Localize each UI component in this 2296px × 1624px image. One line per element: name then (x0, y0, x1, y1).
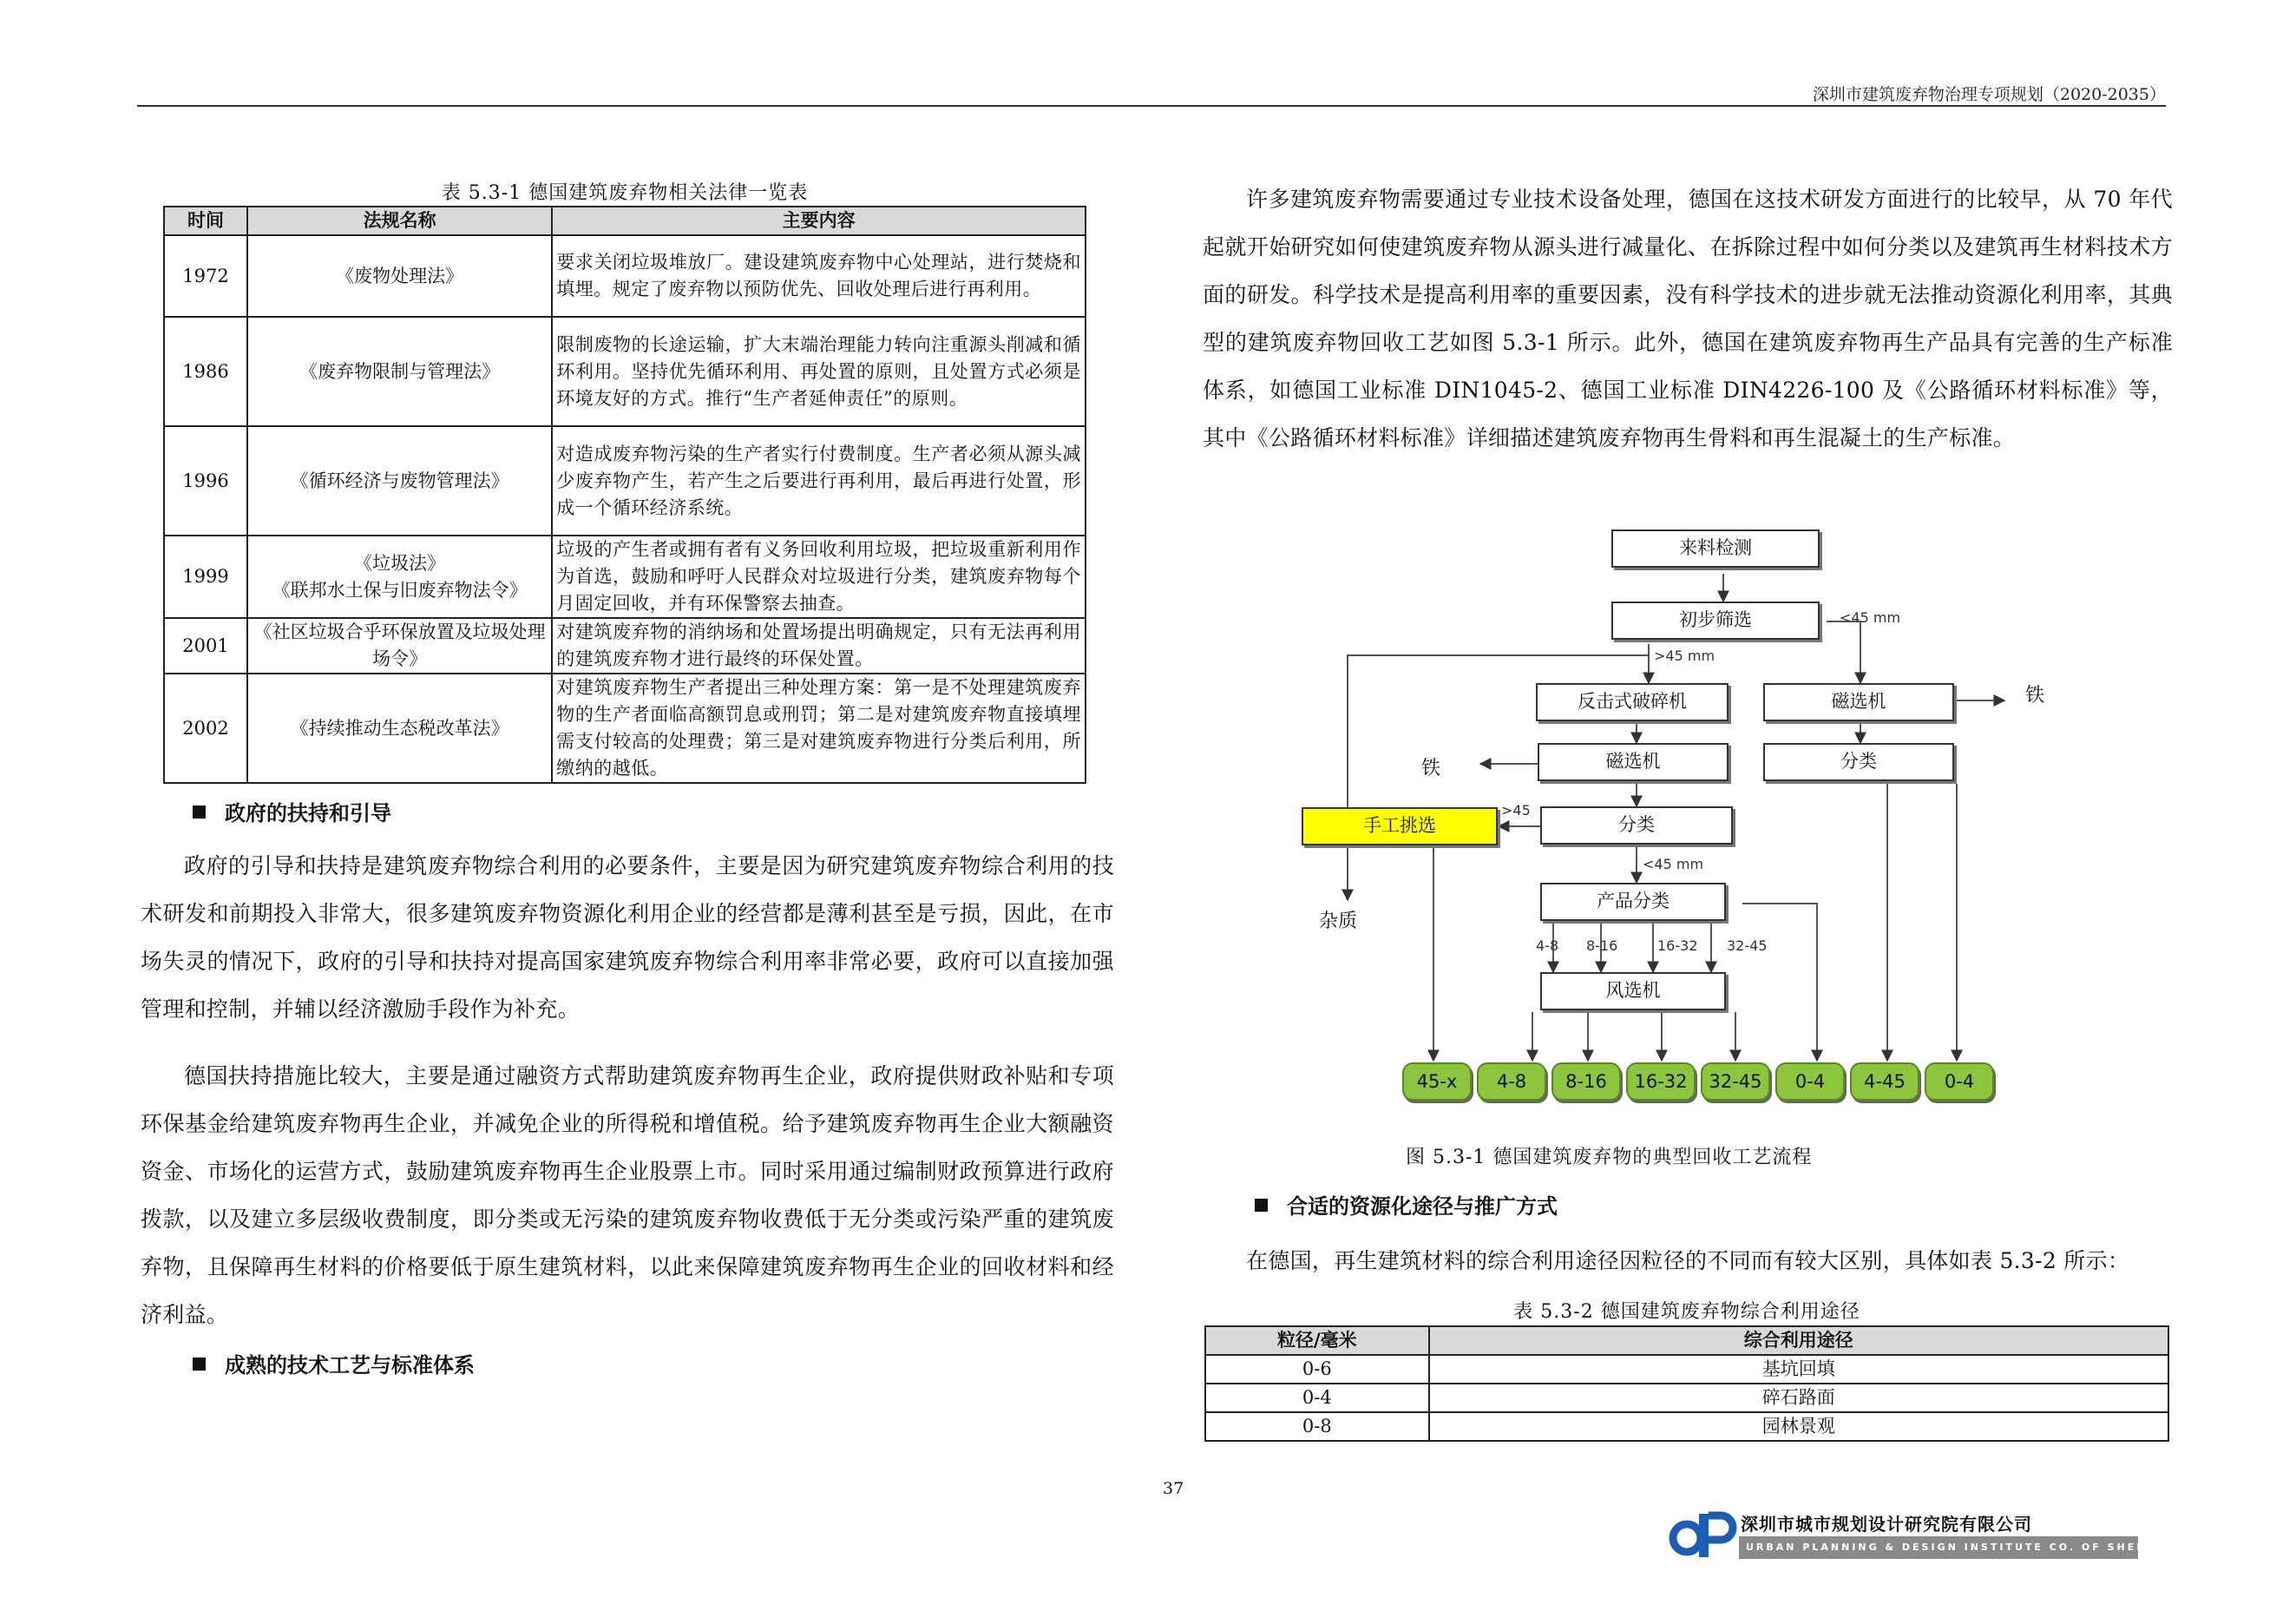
output-pill: 4-8 (1477, 1062, 1546, 1101)
table1-year: 1996 (164, 426, 247, 536)
footer-org-en: URBAN PLANNING & DESIGN INSTITUTE CO. OF SHENZHEN (1746, 1542, 2188, 1553)
output-pill: 16-32 (1626, 1062, 1696, 1101)
table1-year: 2002 (164, 674, 247, 783)
table1-header-law: 法规名称 (247, 207, 552, 235)
gov-paragraph-2: 德国扶持措施比较大，主要是通过融资方式帮助建筑废弃物再生企业，政府提供财政补贴和专项环保基金给建筑废弃物再生企业，并减免企业的所得税和增值税。给予建筑废弃物再生企业大额融资资金、市场化的运营方式，鼓励建筑废弃物再生企业股票上市。同时采用通过编制财政预算进行政府拨款，以及建立多层级收费制度，即分类或无污染的建筑废弃物收费低于无分类或污染严重的建筑废弃物，且保障再生材料的价格要低于原生建筑材料，以此来保障建筑废弃物再生企业的回收材料和经济利益。 (141, 1063, 1114, 1327)
table1-law-secondary: 《联邦水土保与旧废弃物法令》 (272, 579, 528, 601)
table1-year: 1972 (164, 235, 247, 317)
box-manual-picking: 手工挑选 (1302, 807, 1498, 845)
table2-size: 0-8 (1205, 1412, 1429, 1441)
resource-paragraph-1: 在德国，再生建筑材料的综合利用途径因粒径的不同而有较大区别，具体如表 5.3-2 所示： (1246, 1248, 2130, 1273)
box-incoming-inspection: 来料检测 (1611, 529, 1820, 568)
box-sort-right: 分类 (1763, 743, 1954, 781)
table2 (1204, 1325, 2169, 1442)
output-pill: 0-4 (1925, 1062, 1994, 1101)
gov-paragraph-1: 政府的引导和扶持是建筑废弃物综合利用的必要条件，主要是因为研究建筑废弃物综合利用的技术研发和前期投入非常大，很多建筑废弃物资源化利用企业的经营都是薄利甚至是亏损，因此，在市场失灵的情况下，政府的引导和扶持对提高国家建筑废弃物综合利用率非常必要，政府可以直接加强管理和控制，并辅以经济激励手段作为补充。 (141, 853, 1114, 1022)
table1-year: 1999 (164, 536, 247, 618)
bullet-square-icon (1255, 1199, 1268, 1212)
output-pill: 4-45 (1850, 1062, 1919, 1101)
header-title: 深圳市建筑废弃物治理专项规划（2020-2035） (1812, 85, 2166, 104)
label-iron-right: 铁 (2025, 685, 2045, 707)
label-lt45-b: <45 mm (1643, 856, 1704, 872)
table-row (1205, 1412, 2168, 1441)
output-pill: 32-45 (1701, 1062, 1770, 1101)
table-row (1205, 1355, 2168, 1384)
table-row (1205, 1384, 2168, 1412)
table1-year: 2001 (164, 618, 247, 674)
table1-content: 对建筑废弃物的消纳场和处置场提出明确规定，只有无法再利用的建筑废弃物才进行最终的环保处置。 (552, 618, 1086, 674)
footer-org-cn: 深圳市城市规划设计研究院有限公司 (1741, 1514, 2032, 1535)
table2-use: 园林景观 (1429, 1412, 2168, 1441)
box-magnet-left: 磁选机 (1538, 743, 1729, 781)
table2-size: 0-6 (1205, 1355, 1429, 1384)
table2-header-use: 综合利用途径 (1429, 1326, 2168, 1355)
table1-content: 要求关闭垃圾堆放厂。建设建筑废弃物中心处理站，进行焚烧和填埋。规定了废弃物以预防优先、回收处理后进行再利用。 (552, 235, 1086, 317)
label-gt45: >45 (1501, 802, 1531, 819)
label-iron-left: 铁 (1421, 758, 1441, 779)
table2-size: 0-4 (1205, 1384, 1429, 1412)
tech-paragraph-1: 许多建筑废弃物需要通过专业技术设备处理，德国在这技术研发方面进行的比较早，从 70 年代起就开始研究如何使建筑废弃物从源头进行减量化、在拆除过程中如何分类以及建筑再生材料技术方面的研发。科学技术是提高利用率的重要因素，没有科学技术的进步就无法推动资源化利用率，其典型的建筑废弃物回收工艺如图 5.3-1 所示。此外，德国在建筑废弃物再生产品具有完善的生产标准体系，如德国工业标准 DIN1045-2、德国工业标准 DIN4226-100 及《公路循环材料标准》等，其中《公路循环材料标准》详细描述建筑废弃物再生骨料和再生混凝土的生产标准。 (1203, 187, 2173, 450)
table1-year: 1986 (164, 317, 247, 426)
institute-logo-icon (1668, 1509, 1739, 1562)
label-impurity: 杂质 (1319, 911, 1358, 932)
label-size-32-45: 32-45 (1727, 937, 1768, 954)
table2-use: 基坑回填 (1429, 1355, 2168, 1384)
section-heading-gov: 政府的扶持和引导 (193, 796, 391, 826)
table2-header-row (1205, 1326, 2168, 1355)
label-size-4-8: 4-8 (1536, 937, 1559, 954)
table1-law: 《废物处理法》 (247, 235, 552, 317)
output-pill: 45-x (1402, 1062, 1472, 1101)
table1-content: 限制废物的长途运输，扩大末端治理能力转向注重源头削减和循环利用。坚持优先循环利用、再处置的原则，且处置方式必须是环境友好的方式。推行“生产者延伸责任”的原则。 (552, 317, 1086, 426)
box-impact-crusher: 反击式破碎机 (1536, 683, 1729, 721)
table1-law: 《垃圾法》 (354, 552, 446, 574)
table1-content: 对造成废弃物污染的生产者实行付费制度。生产者必须从源头减少废弃物产生，若产生之后要进行再利用，最后再进行处置，形成一个循环经济系统。 (552, 426, 1086, 536)
box-magnet-right: 磁选机 (1763, 683, 1954, 721)
table2-header-size: 粒径/毫米 (1205, 1326, 1429, 1355)
section-heading-tech: 成熟的技术工艺与标准体系 (193, 1348, 475, 1378)
table1-law: 《循环经济与废物管理法》 (247, 426, 552, 536)
label-size-16-32: 16-32 (1657, 937, 1698, 954)
section-heading-resource: 合适的资源化途径与推广方式 (1255, 1189, 1558, 1220)
box-prescreen: 初步筛选 (1611, 602, 1820, 640)
table1-header-year: 时间 (164, 207, 247, 235)
box-air-separator: 风选机 (1540, 972, 1726, 1010)
label-lt45: <45 mm (1840, 609, 1901, 626)
figure-caption: 图 5.3-1 德国建筑废弃物的典型回收工艺流程 (1406, 1147, 1813, 1168)
table2-caption: 表 5.3-2 德国建筑废弃物综合利用途径 (1513, 1301, 1860, 1323)
table1-law: 《废弃物限制与管理法》 (247, 317, 552, 426)
table1-content: 垃圾的产生者或拥有者有义务回收利用垃圾，把垃圾重新利用作为首选，鼓励和呼吁人民群众对垃圾进行分类，建筑废弃物每个月固定回收，并有环保警察去抽查。 (552, 536, 1086, 618)
table1-content: 对建筑废弃物生产者提出三种处理方案：第一是不处理建筑废弃物的生产者面临高额罚息或刑罚；第二是对建筑废弃物直接填埋需支付较高的处理费；第三是对建筑废弃物进行分类后利用，所缴纳的越低。 (552, 674, 1086, 783)
resource-paragraphs (1203, 1237, 2173, 1285)
table1-law: 《持续推动生态税改革法》 (247, 674, 552, 783)
box-sort-mid: 分类 (1540, 806, 1733, 845)
label-size-8-16: 8-16 (1586, 937, 1618, 954)
table1-header-content: 主要内容 (552, 207, 1086, 235)
label-gt45mm: >45 mm (1654, 648, 1715, 664)
page-number: 37 (1163, 1479, 1184, 1498)
table2-use: 碎石路面 (1429, 1384, 2168, 1412)
output-pill: 0-4 (1775, 1062, 1845, 1101)
table1-law: 《社区垃圾合乎环保放置及垃圾处理场令》 (247, 618, 552, 674)
output-pill: 8-16 (1551, 1062, 1621, 1101)
box-product-sort: 产品分类 (1540, 883, 1726, 921)
footer-org-en-bar (1739, 1536, 2188, 1559)
table1-caption: 表 5.3-1 德国建筑废弃物相关法律一览表 (441, 182, 809, 204)
